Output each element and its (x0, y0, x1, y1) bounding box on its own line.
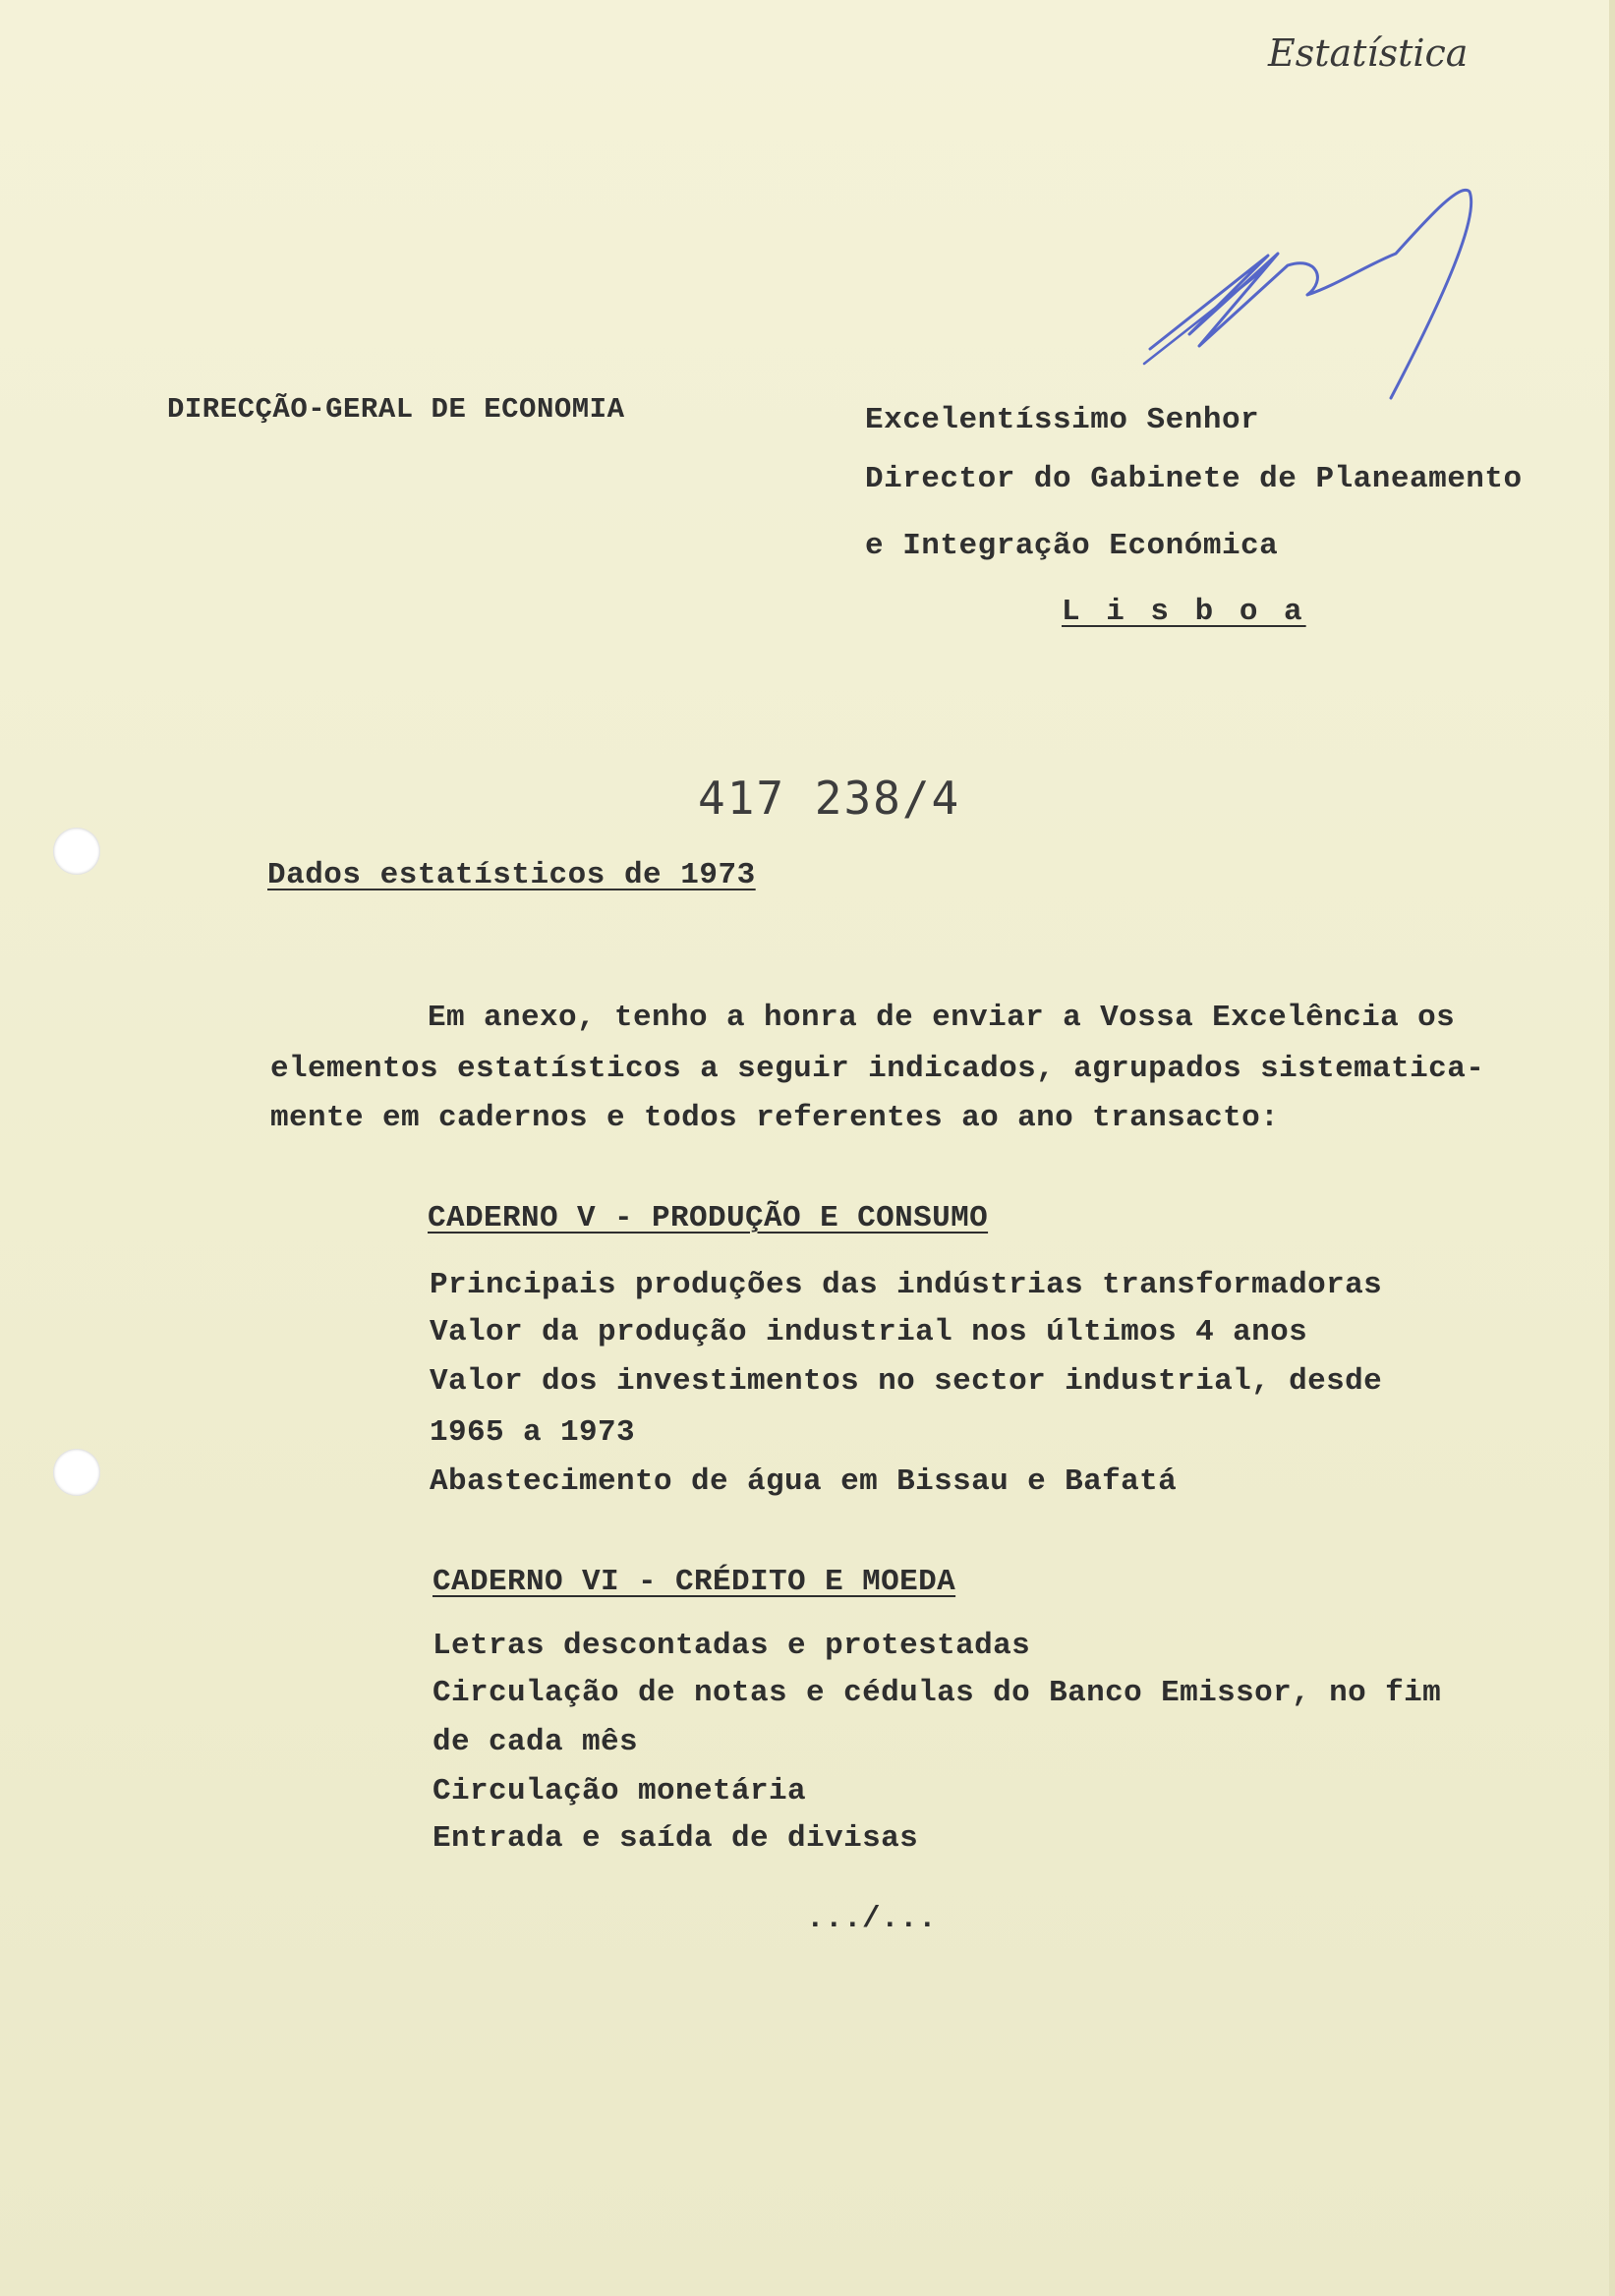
caderno-vi-item: Circulação de notas e cédulas do Banco Emissor, no fim (433, 1676, 1442, 1710)
punch-hole-bottom (53, 1449, 100, 1496)
caderno-v-item: Abastecimento de água em Bissau e Bafatá (430, 1464, 1178, 1499)
punch-hole-top (53, 828, 100, 875)
handwritten-annotation: Estatística (1268, 31, 1469, 75)
intro-line-1: Em anexo, tenho a honra de enviar a Vossa Excelência os (428, 1001, 1456, 1035)
recipient-salutation: Excelentíssimo Senhor (865, 403, 1260, 437)
intro-line-2: elementos estatísticos a seguir indicados, agrupados sistematica- (270, 1052, 1485, 1086)
caderno-v-item: 1965 a 1973 (430, 1415, 636, 1450)
caderno-v-item: Principais produções das indústrias transformadoras (430, 1268, 1383, 1302)
caderno-v-item: Valor da produção industrial nos últimos 4 anos (430, 1315, 1308, 1349)
caderno-v-title: CADERNO V - PRODUÇÃO E CONSUMO (428, 1201, 989, 1235)
reference-stamp: 417 238/4 (698, 772, 961, 825)
recipient-title: Director do Gabinete de Planeamento (865, 462, 1523, 496)
caderno-vi-title: CADERNO VI - CRÉDITO E MOEDA (433, 1565, 956, 1599)
caderno-vi-item: Circulação monetária (433, 1774, 807, 1808)
continuation-mark: .../... (806, 1902, 938, 1936)
recipient-organization: e Integração Económica (865, 529, 1279, 563)
subject-line: Dados estatísticos de 1973 (267, 858, 756, 892)
signature (1130, 177, 1484, 423)
caderno-vi-item: Letras descontadas e protestadas (433, 1629, 1031, 1663)
recipient-city: L i s b o a (1062, 595, 1306, 629)
intro-line-3: mente em cadernos e todos referentes ao ano transacto: (270, 1101, 1280, 1135)
caderno-vi-item: Entrada e saída de divisas (433, 1821, 919, 1856)
sender-header: DIRECÇÃO-GERAL DE ECONOMIA (167, 393, 625, 426)
caderno-vi-item: de cada mês (433, 1725, 639, 1759)
caderno-v-item: Valor dos investimentos no sector industrial, desde (430, 1364, 1383, 1399)
